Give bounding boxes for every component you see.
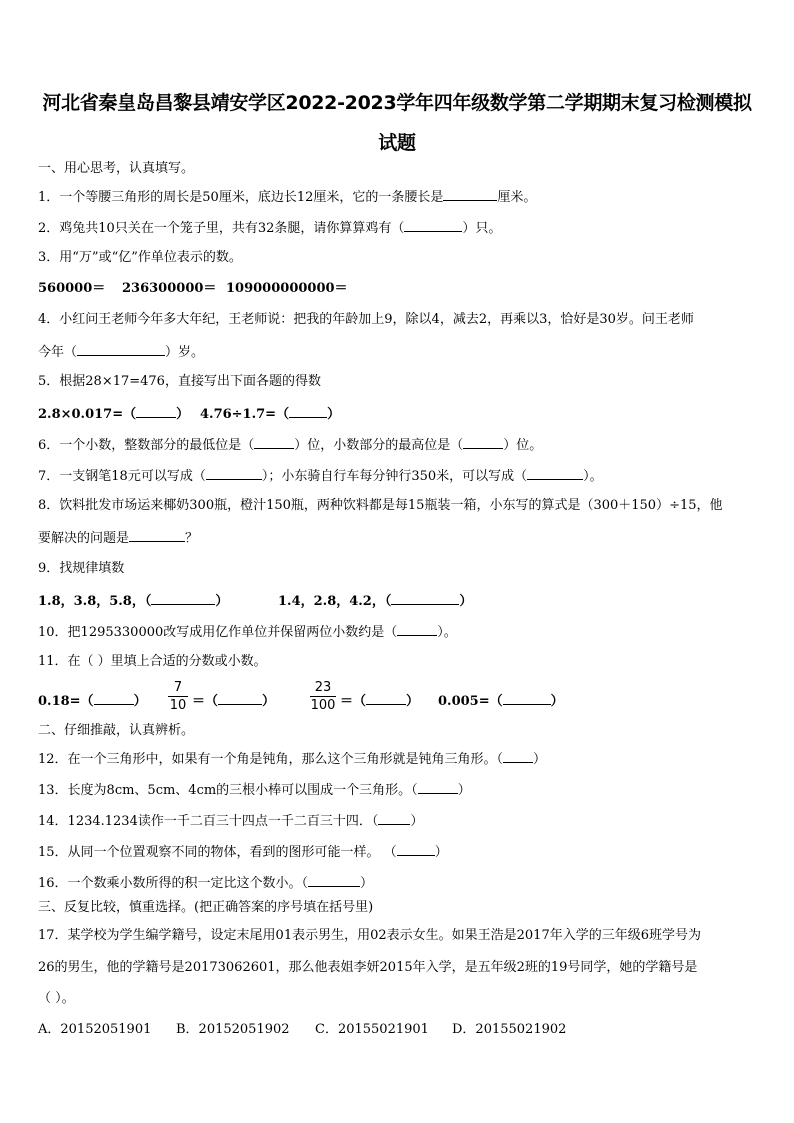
- fraction-23-100: 23 100: [310, 680, 336, 713]
- answer-blank[interactable]: [463, 436, 503, 449]
- answer-blank[interactable]: [527, 467, 583, 480]
- question-5-item-a: 2.8×0.017=（ ）: [38, 407, 190, 422]
- option-d[interactable]: D．20155021902: [452, 1022, 567, 1037]
- question-8-cont: 要解决的问题是 ？: [38, 531, 199, 546]
- question-3-item-b: 236300000＝: [122, 281, 217, 296]
- answer-blank[interactable]: [391, 592, 459, 605]
- question-10: 10．把1295330000改写成用亿作单位并保留两位小数约是（ ）。: [38, 625, 457, 640]
- question-3-item-a: 560000＝: [38, 281, 106, 296]
- answer-blank[interactable]: [443, 188, 497, 201]
- answer-blank[interactable]: [151, 592, 215, 605]
- question-4-cont: 今年（ ）岁。: [38, 345, 205, 360]
- question-17-answer: （ ）。: [38, 991, 75, 1006]
- question-1: 1．一个等腰三角形的周长是50厘米，底边长12厘米，它的一条腰长是 厘米。: [38, 190, 537, 205]
- fraction-7-10: 7 10: [169, 680, 187, 713]
- question-3-item-c: 109000000000＝: [226, 281, 348, 296]
- answer-blank[interactable]: [308, 874, 360, 887]
- answer-blank[interactable]: [397, 843, 435, 856]
- answer-blank[interactable]: [366, 692, 406, 705]
- section-heading-3: 三、反复比较，慎重选择。(把正确答案的序号填在括号里): [38, 900, 374, 915]
- question-14: 14．1234.1234读作一千二百三十四点一千二百三十四．（ ）: [38, 814, 424, 829]
- question-6: 6．一个小数，整数部分的最低位是（ ）位，小数部分的最高位是（ ）位。: [38, 438, 543, 453]
- answer-blank[interactable]: [289, 405, 327, 418]
- answer-blank[interactable]: [418, 781, 458, 794]
- section-heading-2: 二、仔细推敲，认真辨析。: [38, 723, 195, 738]
- question-3: 3．用“万”或“亿”作单位表示的数。: [38, 250, 242, 265]
- question-12: 12．在一个三角形中，如果有一个角是钝角，那么这个三角形就是钝角三角形。（ ）: [38, 752, 547, 767]
- document-title: 河北省秦皇岛昌黎县靖安学区2022-2023学年四年级数学第二学期期末复习检测模拟: [42, 92, 752, 114]
- answer-blank[interactable]: [218, 692, 262, 705]
- question-11-item-c: ＝（ ）: [340, 694, 420, 709]
- section-heading-1: 一、用心思考，认真填写。: [38, 161, 195, 176]
- question-7: 7．一支钢笔18元可以写成（ ）；小东骑自行车每分钟行350米，可以写成（ ）。: [38, 469, 603, 484]
- answer-blank[interactable]: [404, 219, 462, 232]
- question-9-item-b: 1.4，2.8，4.2，（ ）: [278, 594, 473, 609]
- question-15: 15．从同一个位置观察不同的物体，看到的图形可能一样。 （ ）: [38, 845, 448, 860]
- question-9: 9．找规律填数: [38, 561, 125, 576]
- answer-blank[interactable]: [503, 692, 551, 705]
- answer-blank[interactable]: [77, 343, 165, 356]
- answer-blank[interactable]: [503, 750, 533, 763]
- question-4: 4．小红问王老师今年多大年纪，王老师说：把我的年龄加上9，除以4，减去2，再乘以3，恰好是30岁。问王老师: [38, 312, 694, 327]
- question-13: 13．长度为8cm、5cm、4cm的三根小棒可以围成一个三角形。（ ）: [38, 783, 471, 798]
- question-17: 17．某学校为学生编学籍号，设定末尾用01表示男生，用02表示女生。如果王浩是2017年入学的三年级6班学号为: [38, 928, 701, 943]
- question-2: 2．鸡兔共10只关在一个笼子里，共有32条腿，请你算算鸡有（ ）只。: [38, 221, 502, 236]
- answer-blank[interactable]: [397, 623, 437, 636]
- question-11-item-d: 0.005=（ ）: [438, 694, 564, 709]
- document-title-line2: 试题: [378, 132, 416, 154]
- answer-blank[interactable]: [206, 467, 262, 480]
- question-11-item-a: 0.18=（ ）: [38, 694, 147, 709]
- answer-blank[interactable]: [136, 405, 176, 418]
- question-5-item-b: 4.76÷1.7=（ ）: [200, 407, 341, 422]
- question-8: 8．饮料批发市场运来椰奶300瓶，橙汁150瓶，两种饮料都是每15瓶装一箱，小东写的算式是（300＋150）÷15，他: [38, 498, 723, 513]
- option-a[interactable]: A．20152051901: [38, 1022, 152, 1037]
- question-11: 11．在（ ）里填上合适的分数或小数。: [38, 654, 267, 669]
- answer-blank[interactable]: [94, 692, 134, 705]
- question-11-item-b: ＝（ ）: [192, 694, 276, 709]
- question-17-cont: 26的男生，他的学籍号是20173062601，那么他表姐李妍2015年入学，是五年级2班的19号同学，她的学籍号是: [38, 960, 698, 975]
- answer-blank[interactable]: [378, 812, 410, 825]
- option-b[interactable]: B．20152051902: [176, 1022, 290, 1037]
- answer-blank[interactable]: [129, 529, 185, 542]
- option-c[interactable]: C．20155021901: [315, 1022, 429, 1037]
- answer-blank[interactable]: [254, 436, 294, 449]
- question-9-item-a: 1.8，3.8，5.8，（ ）: [38, 594, 229, 609]
- question-5: 5．根据28×17=476，直接写出下面各题的得数: [38, 374, 321, 389]
- question-16: 16．一个数乘小数所得的积一定比这个数小。（ ）: [38, 876, 374, 891]
